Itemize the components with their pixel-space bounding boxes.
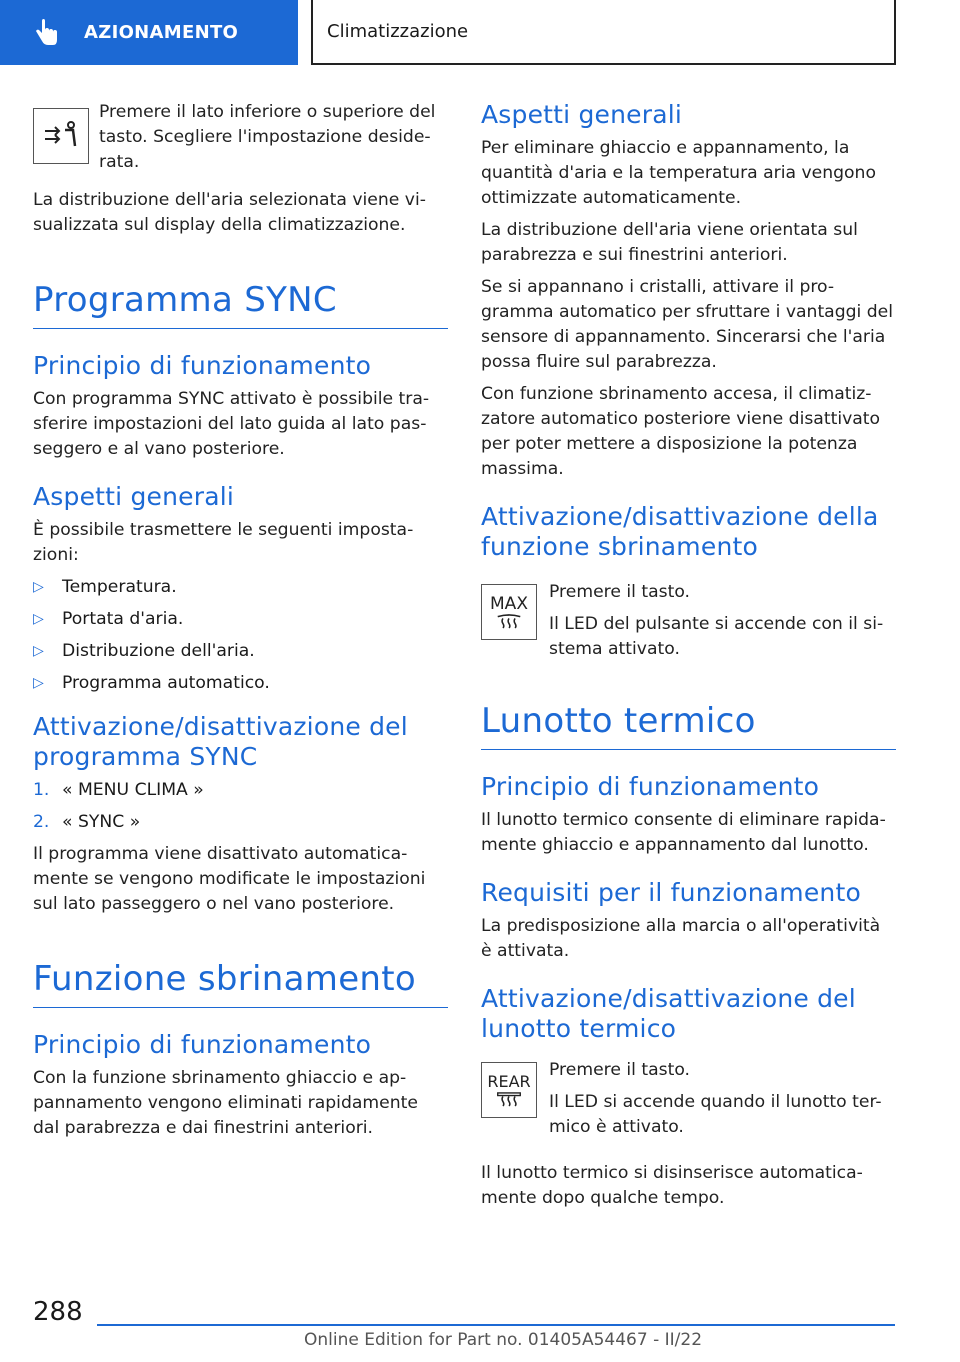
list-item: ▷ Temperatura. bbox=[33, 577, 177, 597]
rear-requirements-text: La predisposizione alla marcia o all'operatività è attivata. bbox=[481, 916, 881, 961]
left-column bbox=[33, 90, 448, 1148]
general-paragraph: Con funzione sbrinamento accesa, il climatiz-zatore automatico posteriore viene disattivato per poter mettere a disposizione la potenza massima. bbox=[481, 384, 881, 479]
defrost-activation-title: Attivazione/disattivazione della funzione sbrinamento bbox=[481, 502, 879, 561]
list-item: 2. « SYNC » bbox=[33, 812, 141, 832]
hand-icon bbox=[34, 19, 60, 47]
section-label: AZIONAMENTO bbox=[84, 22, 239, 43]
rear-label: REAR bbox=[487, 1072, 531, 1091]
rear-activation-title: Attivazione/disattivazione del lunotto termico bbox=[481, 984, 856, 1043]
general-paragraph: La distribuzione dell'aria viene orientata sul parabrezza e sui finestrini anteriori. bbox=[481, 220, 858, 265]
sync-general-title: Aspetti generali bbox=[33, 482, 235, 511]
rear-led-text: Il LED si accende quando il lunotto ter-mico è attivato. bbox=[549, 1092, 882, 1137]
chapter-header bbox=[311, 0, 896, 65]
rear-defrost-button-icon bbox=[481, 1062, 537, 1118]
sync-activation-title: Attivazione/disattivazione del programma SYNC bbox=[33, 712, 408, 771]
defrost-principle-title: Principio di funzionamento bbox=[33, 1030, 372, 1059]
rear-note: Il lunotto termico si disinserisce automatica-mente dopo qualche tempo. bbox=[481, 1163, 863, 1208]
air-distribution-text: Premere il lato inferiore o superiore del tasto. Scegliere l'impostazione deside-rata. bbox=[99, 102, 436, 172]
max-label: MAX bbox=[490, 594, 528, 614]
sync-general-text: È possibile trasmettere le seguenti imposta-zioni: bbox=[33, 520, 414, 565]
air-distribution-instruction bbox=[33, 100, 448, 182]
list-item: 1. « MENU CLIMA » bbox=[33, 780, 204, 800]
sync-principle-text: Con programma SYNC attivato è possibile tra-sferire impostazioni del lato guida al lato pas-seggero e al vano posteriore. bbox=[33, 389, 430, 459]
defrost-section-title: Funzione sbrinamento bbox=[33, 959, 448, 1008]
sync-note: Il programma viene disattivato automatica-mente se vengono modificate le impostazioni sul lato passeggero o nel vano posteriore. bbox=[33, 844, 426, 914]
general-title: Aspetti generali bbox=[481, 100, 683, 129]
list-item: ▷ Programma automatico. bbox=[33, 673, 270, 693]
list-item: ▷ Portata d'aria. bbox=[33, 609, 184, 629]
general-paragraph: Se si appannano i cristalli, attivare il pro-gramma automatico per sfruttare i vantaggi del sensore di appannamento. Sincerarsi che l'aria possa fluire sul parabrezza. bbox=[481, 277, 894, 372]
rear-step-text: Premere il tasto. bbox=[549, 1060, 691, 1080]
intro-paragraph: La distribuzione dell'aria selezionata viene vi-sualizzata sul display della climatizzazione. bbox=[33, 190, 426, 235]
edition-info: Online Edition for Part no. 01405A54467 - II/22 bbox=[304, 1330, 703, 1350]
footer-divider bbox=[97, 1324, 895, 1326]
rear-defrost-waves-icon bbox=[496, 1091, 522, 1107]
general-paragraph: Per eliminare ghiaccio e appannamento, la quantità d'aria e la temperatura aria vengono ottimizzate automaticamente. bbox=[481, 138, 876, 208]
page-number: 288 bbox=[33, 1297, 83, 1327]
defrost-instruction bbox=[481, 580, 896, 669]
list-item: ▷ Distribuzione dell'aria. bbox=[33, 641, 255, 661]
defrost-step-text: Premere il tasto. bbox=[549, 582, 691, 602]
section-tab bbox=[0, 0, 298, 65]
rear-principle-text: Il lunotto termico consente di eliminare rapida-mente ghiaccio e appannamento dal lunotto. bbox=[481, 810, 886, 855]
sync-steps bbox=[33, 778, 448, 835]
chapter-title: Climatizzazione bbox=[327, 21, 469, 42]
defrost-principle-text: Con la funzione sbrinamento ghiaccio e ap-pannamento vengono eliminati rapidamente dal parabrezza e dai finestrini anteriori. bbox=[33, 1068, 418, 1138]
max-defrost-button-icon bbox=[481, 584, 537, 640]
rear-window-section-title: Lunotto termico bbox=[481, 701, 896, 750]
rear-principle-title: Principio di funzionamento bbox=[481, 772, 820, 801]
rear-requirements-title: Requisiti per il funzionamento bbox=[481, 878, 861, 907]
defrost-led-text: Il LED del pulsante si accende con il si-stema attivato. bbox=[549, 614, 884, 659]
defrost-waves-icon bbox=[496, 613, 522, 629]
sync-principle-title: Principio di funzionamento bbox=[33, 351, 372, 380]
rear-defrost-instruction bbox=[481, 1058, 896, 1147]
right-column bbox=[481, 100, 896, 1218]
air-distribution-button-icon bbox=[33, 108, 89, 164]
sync-section-title: Programma SYNC bbox=[33, 280, 448, 329]
sync-settings-list bbox=[33, 575, 448, 696]
